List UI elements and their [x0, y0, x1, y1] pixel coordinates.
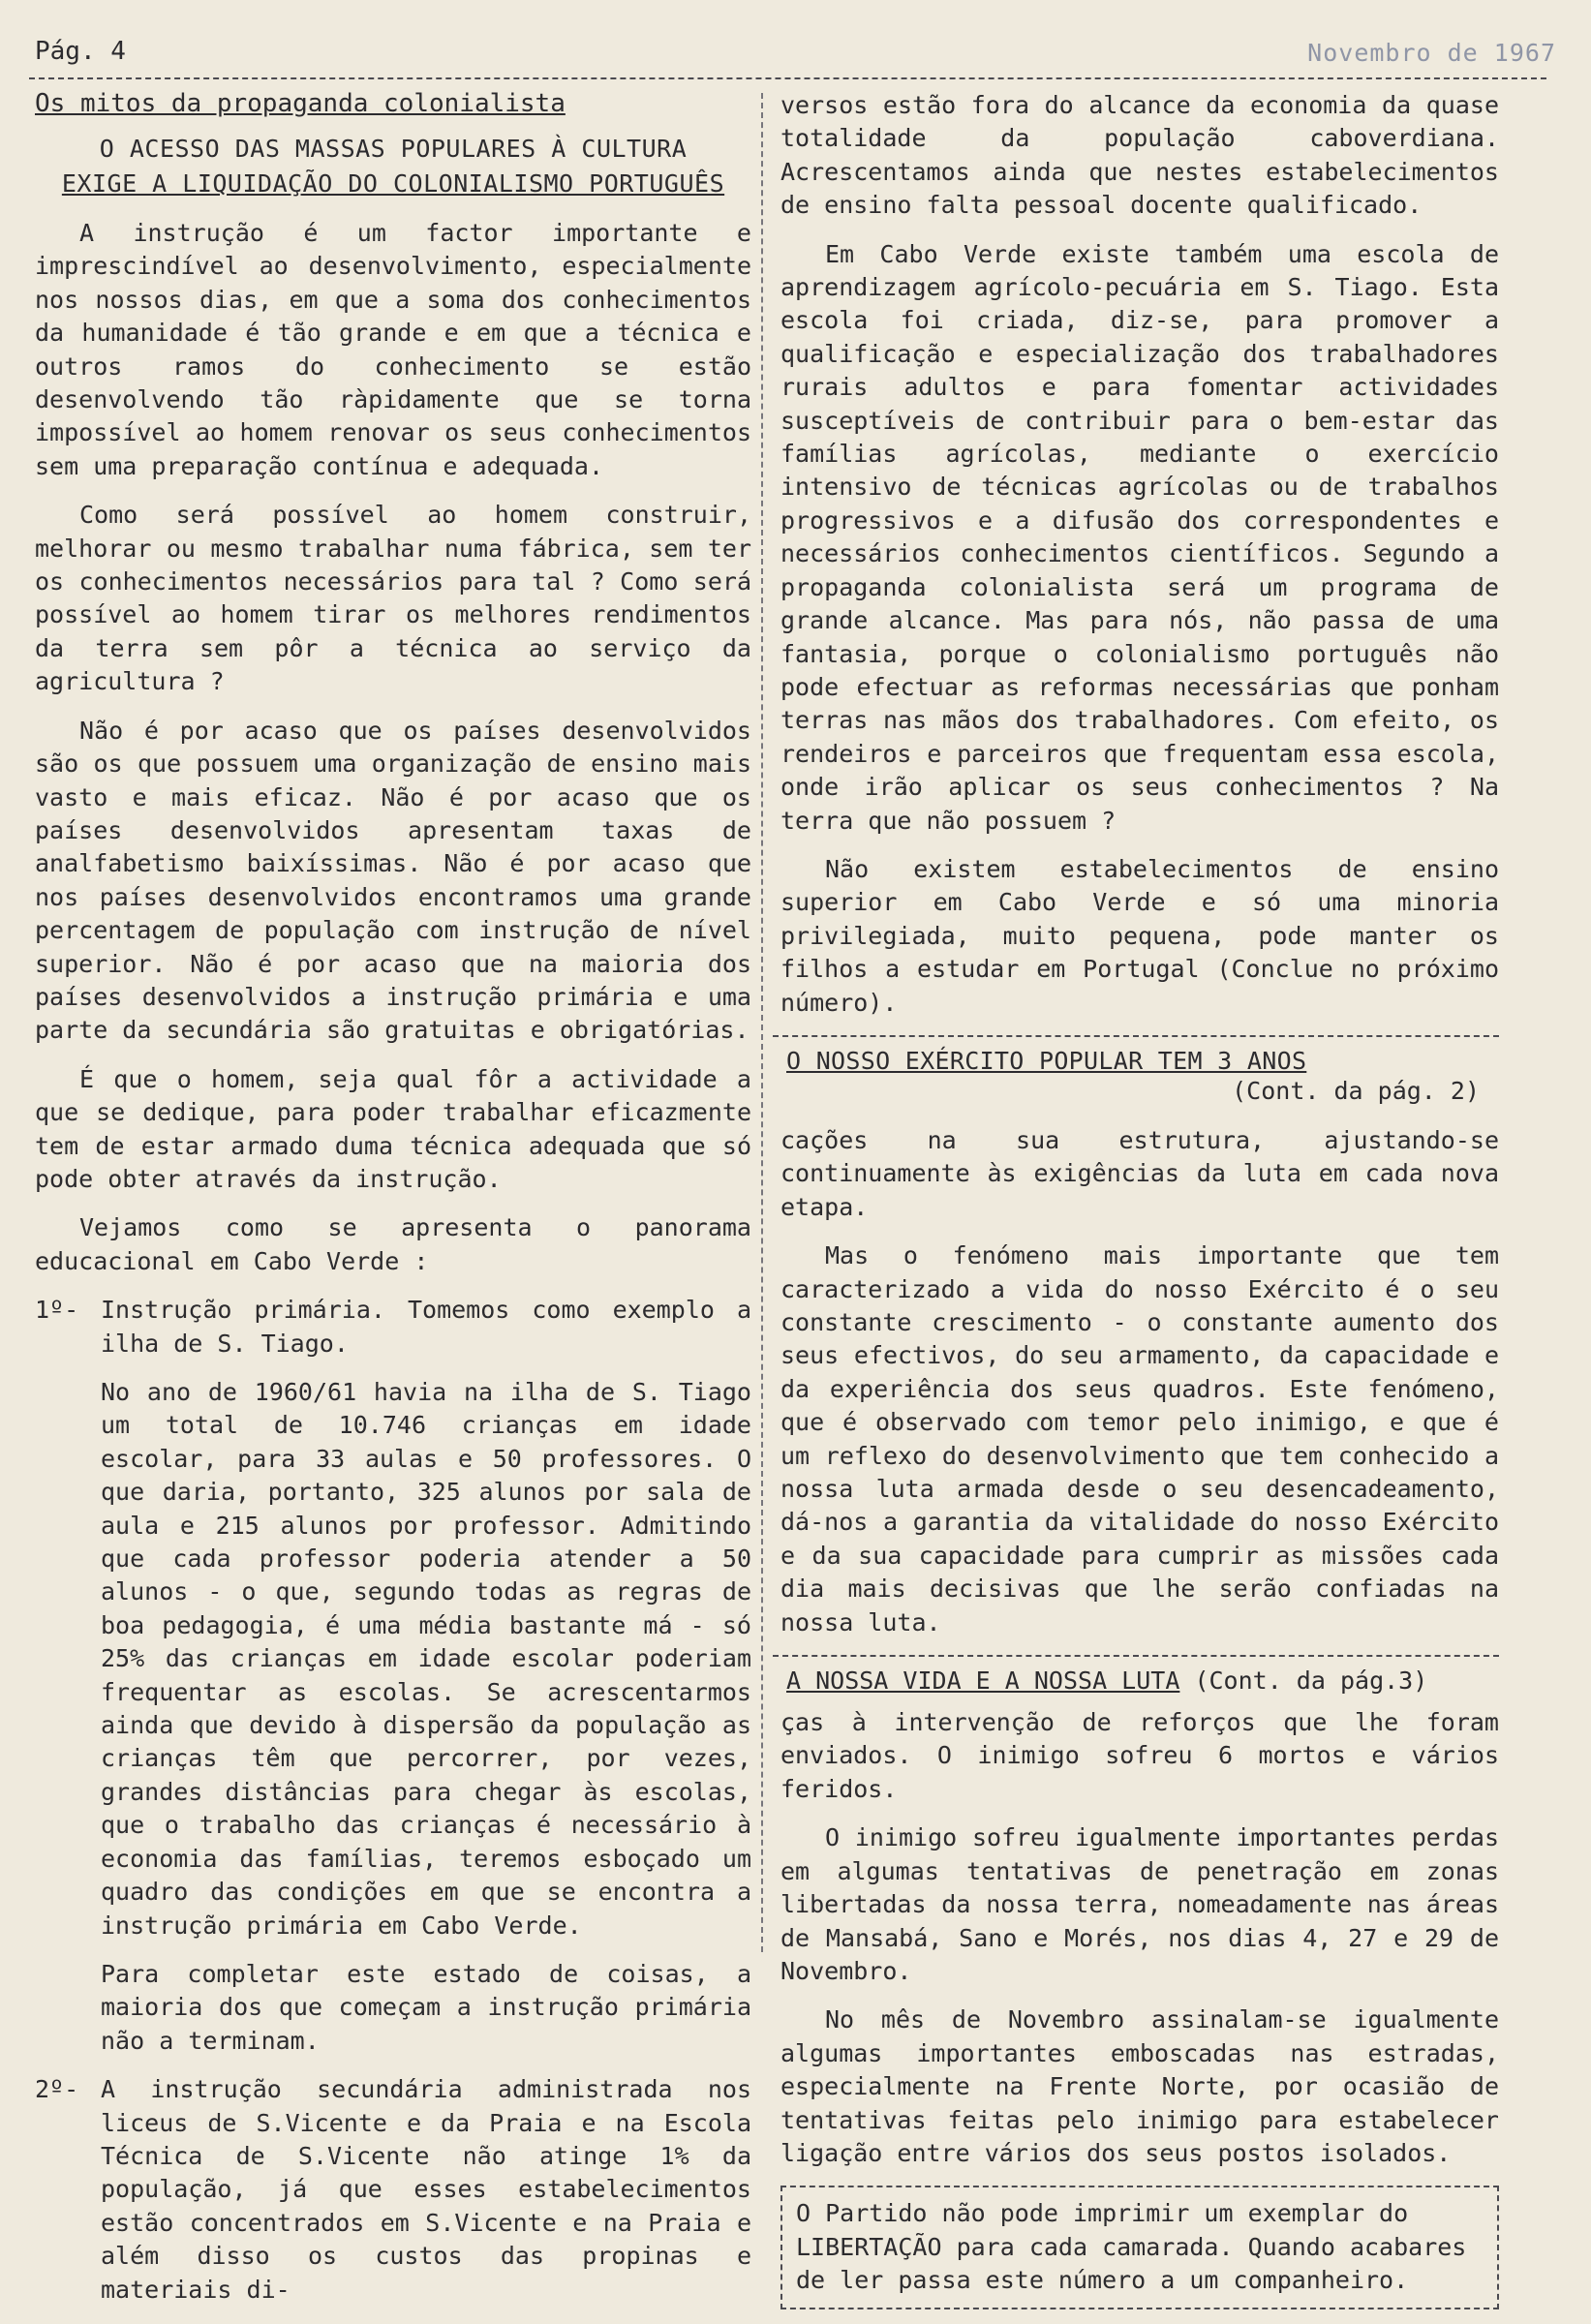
article-paragraph: Em Cabo Verde existe também uma escola de aprendizagem agrícolo-pecuária em S. Tiago. Esta escola foi criada, diz-se, para promover a qualificação e especialização dos trabalhadores rurais adultos e para fomentar actividades susceptíveis de contribuir para o bem-estar das famílias agrícolas, mediante o exercício intensivo de técnicas agrícolas ou de trabalhos progressivos e a difusão dos correspondentes e necessários conhecimentos científicos. Segundo a propaganda colonialista será um programa de grande alcance. Mas para nós, não passa de uma fantasia, porque o colonialismo português não pode efectuar as reformas necessárias que ponham terras nas mãos dos trabalhadores. Com efeito, os rendeiros e parceiros que frequentam essa escola, onde irão aplicar os seus conhecimentos ? Na terra que não possuem ? — [780, 239, 1499, 835]
section-title: O NOSSO EXÉRCITO POPULAR TEM 3 ANOS — [786, 1046, 1307, 1075]
item-intro: Instrução primária. Tomemos como exemplo a ilha de S. Tiago. — [101, 1296, 751, 1358]
item-number: 1º- — [35, 1296, 79, 1325]
section-paragraph: No mês de Novembro assinalam-se igualmente algumas importantes emboscadas nas estradas, especialmente na Frente Norte, por ocasião de tentativas feitas pelo inimigo para estabelecer ligação entre vários dos seus postos isolados. — [780, 2005, 1499, 2167]
section-paragraph: Mas o fenómeno mais importante que tem caracterizado a vida do nosso Exército é o seu constante crescimento - o constante aumento dos seus efectivos, do seu armamento, da capacidade e da experiência dos seus quadros. Este fenómeno, que é observado com temor pelo inimigo, e que é um reflexo do desenvolvimento que tem conhecido a nossa luta armada desde o seu desencadeamento, dá-nos a garantia da vitalidade do nosso Exército e da sua capacidade para cumprir as missões cada dia mais decisivas que lhe serão confiadas na nossa luta. — [780, 1241, 1499, 1636]
item-paragraph: No ano de 1960/61 havia na ilha de S. Tiago um total de 10.746 crianças em idade escolar, para 33 aulas e 50 professores. O que daria, portanto, 325 alunos por sala de aula e 215 alunos por professor. Admitindo que cada professor poderia atender a 50 alunos - o que, segundo todas as regras de boa pedagogia, é uma média bastante má - só 25% das crianças em idade escolar poderiam frequentar as escolas. Se acrescentarmos ainda que devido à dispersão da população as crianças têm que percorrer, por vezes, grandes distâncias para chegar às escolas, que o trabalho das crianças é necessário à economia das famílias, teremos esboçado um quadro das condições em que se encontra a instrução primária em Cabo Verde. — [101, 1378, 751, 1940]
headline-line-2: EXIGE A LIQUIDAÇÃO DO COLONIALISMO PORTUGUÊS — [61, 169, 725, 198]
article-paragraph: Não é por acaso que os países desenvolvidos são os que possuem uma organização de ensino mais vasto e mais eficaz. Não é por acaso que os países desenvolvidos apresentam taxas de analfabetismo baixíssimas. Não é por acaso que nos países desenvolvidos encontramos uma grande percentagem de população com instrução de nível superior. Não é por acaso que na maioria dos países desenvolvidos a instrução primária e uma parte da secundária são gratuitas e obrigatórias. — [35, 716, 751, 1045]
numbered-item-2 — [35, 2073, 751, 2307]
article-paragraph: Como será possível ao homem construir, melhorar ou mesmo trabalhar numa fábrica, sem ter os conhecimentos necessários para tal ? Como será possível ao homem tirar os melhores rendimentos da terra sem pôr a técnica ao serviço da agricultura ? — [35, 501, 751, 696]
column-divider — [761, 93, 763, 1952]
page-header — [35, 37, 1556, 76]
section-title: A NOSSA VIDA E A NOSSA LUTA — [786, 1667, 1180, 1696]
numbered-item-1 — [35, 1294, 751, 1361]
right-column — [780, 89, 1499, 2309]
section-paragraph: O inimigo sofreu igualmente importantes perdas em algumas tentativas de penetração em zonas libertadas da nossa terra, nomeadamente nas áreas de Mansabá, Sano e Morés, nos dias 4, 27 e 29 de Novembro. — [780, 1823, 1499, 1985]
article-paragraph: Vejamos como se apresenta o panorama educacional em Cabo Verde : — [35, 1213, 751, 1275]
headline-line-1: O ACESSO DAS MASSAS POPULARES À CULTURA — [99, 135, 688, 163]
section-paragraph: ças à intervenção de reforços que lhe foram enviados. O inimigo sofreu 6 mortos e vários feridos. — [780, 1708, 1499, 1803]
header-divider — [29, 77, 1546, 79]
item-text: A instrução secundária administrada nos liceus de S.Vicente e da Praia e na Escola Técnica de S.Vicente não atinge 1% da população, já que esses estabelecimentos estão concentrados em S.Vicente e na Praia e além disso os custos das propinas e materiais di- — [101, 2075, 751, 2304]
section-paragraph: cações na sua estrutura, ajustando-se continuamente às exigências da luta em cada nova etapa. — [780, 1125, 1499, 1221]
article-paragraph: Não existem estabelecimentos de ensino superior em Cabo Verde e só uma minoria privilegiada, muito pequena, pode manter os filhos a estudar em Portugal (Conclue no próximo número). — [780, 854, 1499, 1017]
section-heading — [786, 1667, 1499, 1695]
continuation-note: (Cont. da pág.3) — [1194, 1667, 1428, 1696]
section-divider — [773, 1655, 1499, 1657]
notice-line: LIBERTAÇÃO para cada camarada. Quando acabares — [796, 2232, 1467, 2261]
article-headline — [35, 132, 751, 201]
article-kicker: Os mitos da propaganda colonialista — [35, 89, 566, 118]
item-paragraph: Para completar este estado de coisas, a maioria dos que começam a instrução primária não a terminam. — [101, 1959, 751, 2055]
section-divider — [773, 1035, 1499, 1037]
party-notice-box — [780, 2186, 1499, 2309]
issue-date: Novembro de 1967 — [1307, 39, 1556, 67]
item-number: 2º- — [35, 2075, 79, 2104]
notice-line: de ler passa este número a um companheiro. — [796, 2266, 1409, 2295]
article-paragraph: A instrução é um factor importante e imprescindível ao desenvolvimento, especialmente nos nossos dias, em que a soma dos conhecimentos da humanidade é tão grande e em que a técnica e outros ramos do conhecimento se estão desenvolvendo tão ràpidamente que se torna impossível ao homem renovar os seus conhecimentos sem uma preparação contínua e adequada. — [35, 219, 751, 480]
notice-line: O Partido não pode imprimir um exemplar do — [796, 2199, 1409, 2228]
left-column — [35, 89, 751, 2322]
page-number: Pág. 4 — [35, 37, 126, 66]
continuation-note: (Cont. da pág. 2) — [1232, 1076, 1480, 1105]
article-paragraph: versos estão fora do alcance da economia da quase totalidade da população caboverdiana. Acrescentamos ainda que nestes estabelecimentos de ensino falta pessoal docente qualificado. — [780, 91, 1499, 220]
article-paragraph: É que o homem, seja qual fôr a actividade a que se dedique, para poder trabalhar eficazmente tem de estar armado duma técnica adequada que só pode obter através da instrução. — [35, 1064, 751, 1193]
